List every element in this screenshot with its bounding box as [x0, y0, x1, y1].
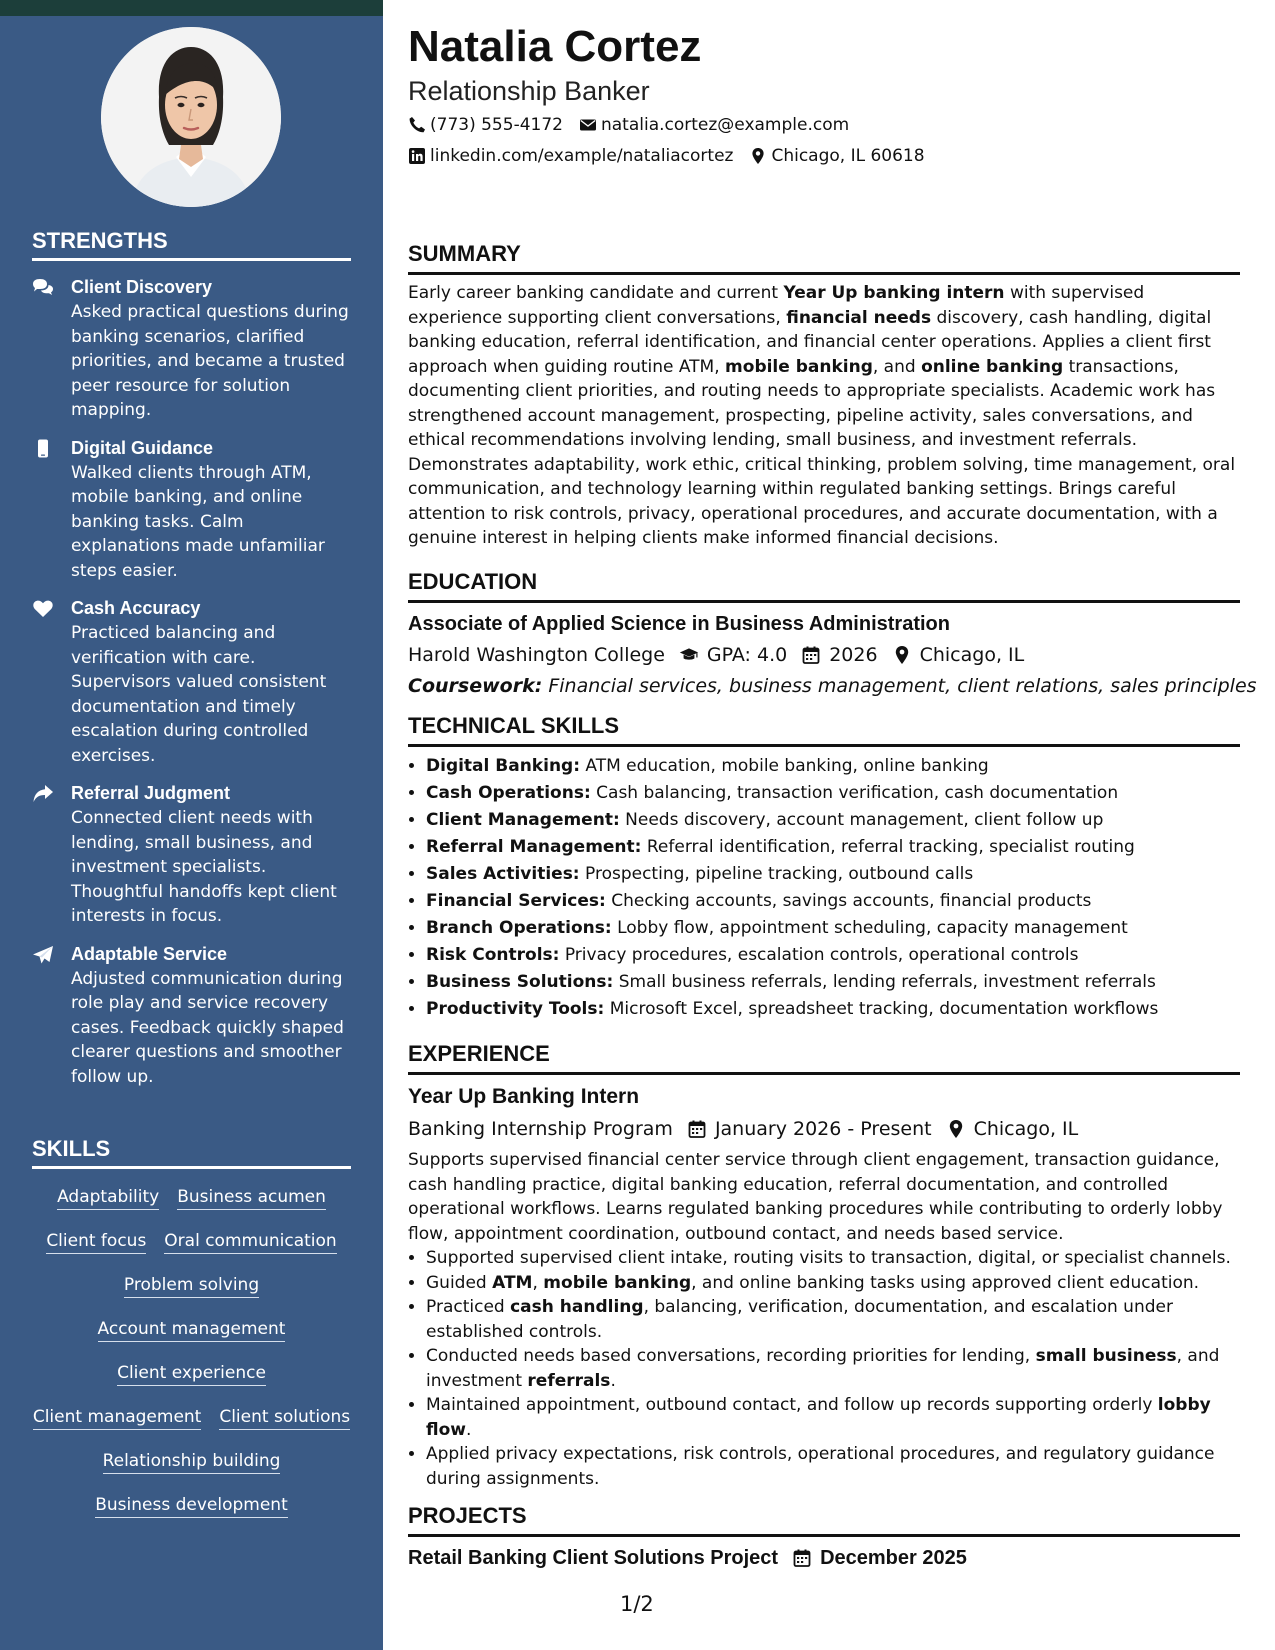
profile-photo: [101, 27, 281, 207]
job-description: Supports supervised financial center service through client engagement, transaction guidance, cash handling practice, digital banking education, referral documentation, and controlled operational workflows. Learns regulated banking procedures while contributing to orderly lobby flow, appointment coordination, outbound contact, and needs based service.: [408, 1150, 1223, 1244]
list-item: • Productivity Tools: Microsoft Excel, spreadsheet tracking, documentation workflows: [426, 996, 1240, 1023]
strengths-section: [32, 228, 351, 1089]
phone-icon: [408, 116, 426, 134]
envelope-icon: [579, 116, 597, 134]
skills-section: [32, 1136, 351, 1518]
skills-heading: SKILLS: [32, 1136, 351, 1169]
map-pin-icon: [749, 147, 767, 165]
job-title: Year Up Banking Intern: [408, 1085, 640, 1108]
job-dates: January 2026 - Present: [714, 1118, 932, 1140]
linkedin-text[interactable]: linkedin.com/example/nataliacortez: [430, 146, 734, 166]
experience-bullets: [408, 1246, 1240, 1491]
gpa-text: GPA: 4.0: [706, 644, 788, 666]
strength-description: Connected client needs with lending, small business, and investment specialists. Thoughtful handoffs kept client interests in focus.: [71, 808, 337, 926]
location-text: Chicago, IL 60618: [771, 146, 925, 166]
list-item: • Guided ATM, mobile banking, and online banking tasks using approved client education.: [426, 1271, 1240, 1296]
linkedin-contact[interactable]: [408, 144, 733, 168]
projects-section: [408, 1502, 1240, 1573]
skills-tags: [32, 1186, 351, 1518]
strength-item-digital-guidance: [32, 436, 351, 584]
skill-tag: Client focus: [46, 1230, 146, 1254]
list-item: • Risk Controls: Privacy procedures, escalation controls, operational controls: [426, 942, 1240, 969]
strength-item-cash-accuracy: [32, 596, 351, 768]
list-item: • Digital Banking: ATM education, mobile banking, online banking: [426, 753, 1240, 780]
contact-row-1: [408, 113, 865, 137]
skill-tag: Problem solving: [124, 1274, 259, 1298]
skill-tag: Adaptability: [57, 1186, 159, 1210]
summary-heading: SUMMARY: [408, 240, 1240, 275]
list-item: • Supported supervised client intake, routing visits to transaction, digital, or specialist channels.: [426, 1246, 1240, 1271]
list-item: • Cash Operations: Cash balancing, transaction verification, cash documentation: [426, 780, 1240, 807]
skill-tag: Account management: [98, 1318, 286, 1342]
experience-section: [408, 1040, 1240, 1491]
technical-skills-section: [408, 712, 1240, 1023]
strength-title: Digital Guidance: [71, 437, 214, 458]
education-section: [408, 568, 1257, 701]
paper-plane-icon: [32, 945, 54, 965]
skill-tag: Client experience: [117, 1362, 266, 1386]
list-item: • Maintained appointment, outbound contact, and follow up records supporting orderly lobby flow.: [426, 1393, 1240, 1442]
education-heading: EDUCATION: [408, 568, 1240, 603]
coursework: Coursework: Financial services, business management, client relations, sales principles: [408, 675, 1257, 697]
map-pin-icon: [892, 645, 912, 665]
skill-tag: Client management: [33, 1406, 202, 1430]
heart-icon: [32, 599, 54, 619]
strength-title: Referral Judgment: [71, 783, 231, 803]
strength-item-adaptable-service: [32, 942, 351, 1090]
list-item: • Practiced cash handling, balancing, verification, documentation, and escalation under established controls.: [426, 1295, 1240, 1344]
phone-contact: [408, 113, 563, 137]
skill-tag: Oral communication: [164, 1230, 336, 1254]
location-contact: [749, 144, 924, 168]
technical-skills-list: [408, 753, 1240, 1023]
strength-description: Adjusted communication during role play and service recovery cases. Feedback quickly shaped clearer questions and smoother follow up.: [71, 968, 344, 1087]
strength-item-client-discovery: [32, 275, 351, 423]
list-item: • Branch Operations: Lobby flow, appointment scheduling, capacity management: [426, 915, 1240, 942]
project-date: December 2025: [820, 1547, 967, 1569]
candidate-title: Relationship Banker: [408, 76, 650, 106]
skill-tag: Relationship building: [103, 1450, 281, 1474]
sidebar-top-bar: [0, 0, 383, 16]
graduation-cap-icon: [679, 645, 699, 665]
page-number: 1/2: [620, 1592, 654, 1616]
list-item: • Conducted needs based conversations, recording priorities for lending, small business, and investment referrals.: [426, 1344, 1240, 1393]
calendar-icon: [801, 645, 821, 665]
experience-heading: EXPERIENCE: [408, 1040, 1240, 1075]
organization-name: Banking Internship Program: [408, 1118, 673, 1140]
school-name: Harold Washington College: [408, 644, 665, 666]
phone-text: (773) 555-4172: [430, 115, 563, 135]
school-location: Chicago, IL: [919, 644, 1025, 666]
summary-text: Early career banking candidate and current Year Up banking intern with supervised experience supporting client conversations, financial needs discovery, cash handling, digital banking education, referral identification, and financial center operations. Applies a client first approach when guiding routine ATM, mobile banking, and online banking transactions, documenting client priorities, and routing needs to appropriate specialists. Academic work has strengthened account management, prospecting, pipeline activity, sales conversations, and ethical recommendations involving lending, small business, and investment referrals. Demonstrates adaptability, work ethic, critical thinking, problem solving, time management, oral communication, and technology learning within regulated banking settings. Brings careful attention to risk controls, privacy, operational procedures, and accurate documentation, with a genuine interest in helping clients make informed financial decisions.: [408, 283, 1236, 548]
education-meta: [408, 639, 1240, 671]
list-item: • Applied privacy expectations, risk controls, operational procedures, and regulatory guidance during assignments.: [426, 1442, 1240, 1491]
skill-tag: Business acumen: [177, 1186, 326, 1210]
email-text[interactable]: natalia.cortez@example.com: [600, 115, 850, 135]
map-pin-icon: [946, 1119, 966, 1139]
share-arrow-icon: [32, 784, 54, 804]
linkedin-icon: [408, 147, 426, 165]
job-meta: [408, 1113, 1240, 1145]
summary-section: [408, 240, 1240, 551]
project-row: [408, 1543, 1240, 1573]
skill-tag: Business development: [95, 1494, 288, 1518]
skill-tag: Client solutions: [219, 1406, 350, 1430]
project-title: Retail Banking Client Solutions Project: [408, 1547, 779, 1569]
sidebar: [0, 0, 383, 1650]
projects-heading: PROJECTS: [408, 1502, 1240, 1537]
calendar-icon: [792, 1548, 812, 1568]
contact-row-2: [408, 144, 941, 168]
strength-description: Asked practical questions during banking scenarios, clarified priorities, and became a trusted peer resource for solution mapping.: [71, 302, 349, 420]
list-item: • Referral Management: Referral identification, referral tracking, specialist routing: [426, 834, 1240, 861]
list-item: • Sales Activities: Prospecting, pipeline tracking, outbound calls: [426, 861, 1240, 888]
chat-bubbles-icon: [32, 278, 54, 298]
graduation-year: 2026: [829, 644, 878, 666]
list-item: • Client Management: Needs discovery, account management, client follow up: [426, 807, 1240, 834]
calendar-icon: [687, 1119, 707, 1139]
strength-description: Practiced balancing and verification with care. Supervisors valued consistent documentation and timely escalation during controlled exercises.: [71, 623, 327, 766]
technical-skills-heading: TECHNICAL SKILLS: [408, 712, 1240, 747]
list-item: • Business Solutions: Small business referrals, lending referrals, investment referrals: [426, 969, 1240, 996]
list-item: • Financial Services: Checking accounts, savings accounts, financial products: [426, 888, 1240, 915]
strength-description: Walked clients through ATM, mobile banking, and online banking tasks. Calm explanations made unfamiliar steps easier.: [71, 462, 325, 581]
job-location: Chicago, IL: [973, 1118, 1079, 1140]
strengths-heading: STRENGTHS: [32, 228, 351, 261]
degree-title: Associate of Applied Science in Business Administration: [408, 613, 950, 635]
email-contact[interactable]: [579, 113, 849, 137]
strength-title: Client Discovery: [71, 277, 213, 297]
avatar: [101, 27, 281, 207]
mobile-phone-icon: [32, 439, 54, 459]
strength-title: Cash Accuracy: [71, 598, 201, 618]
strength-title: Adaptable Service: [71, 943, 228, 964]
strength-item-referral-judgment: [32, 781, 351, 929]
candidate-name: Natalia Cortez: [408, 22, 702, 71]
